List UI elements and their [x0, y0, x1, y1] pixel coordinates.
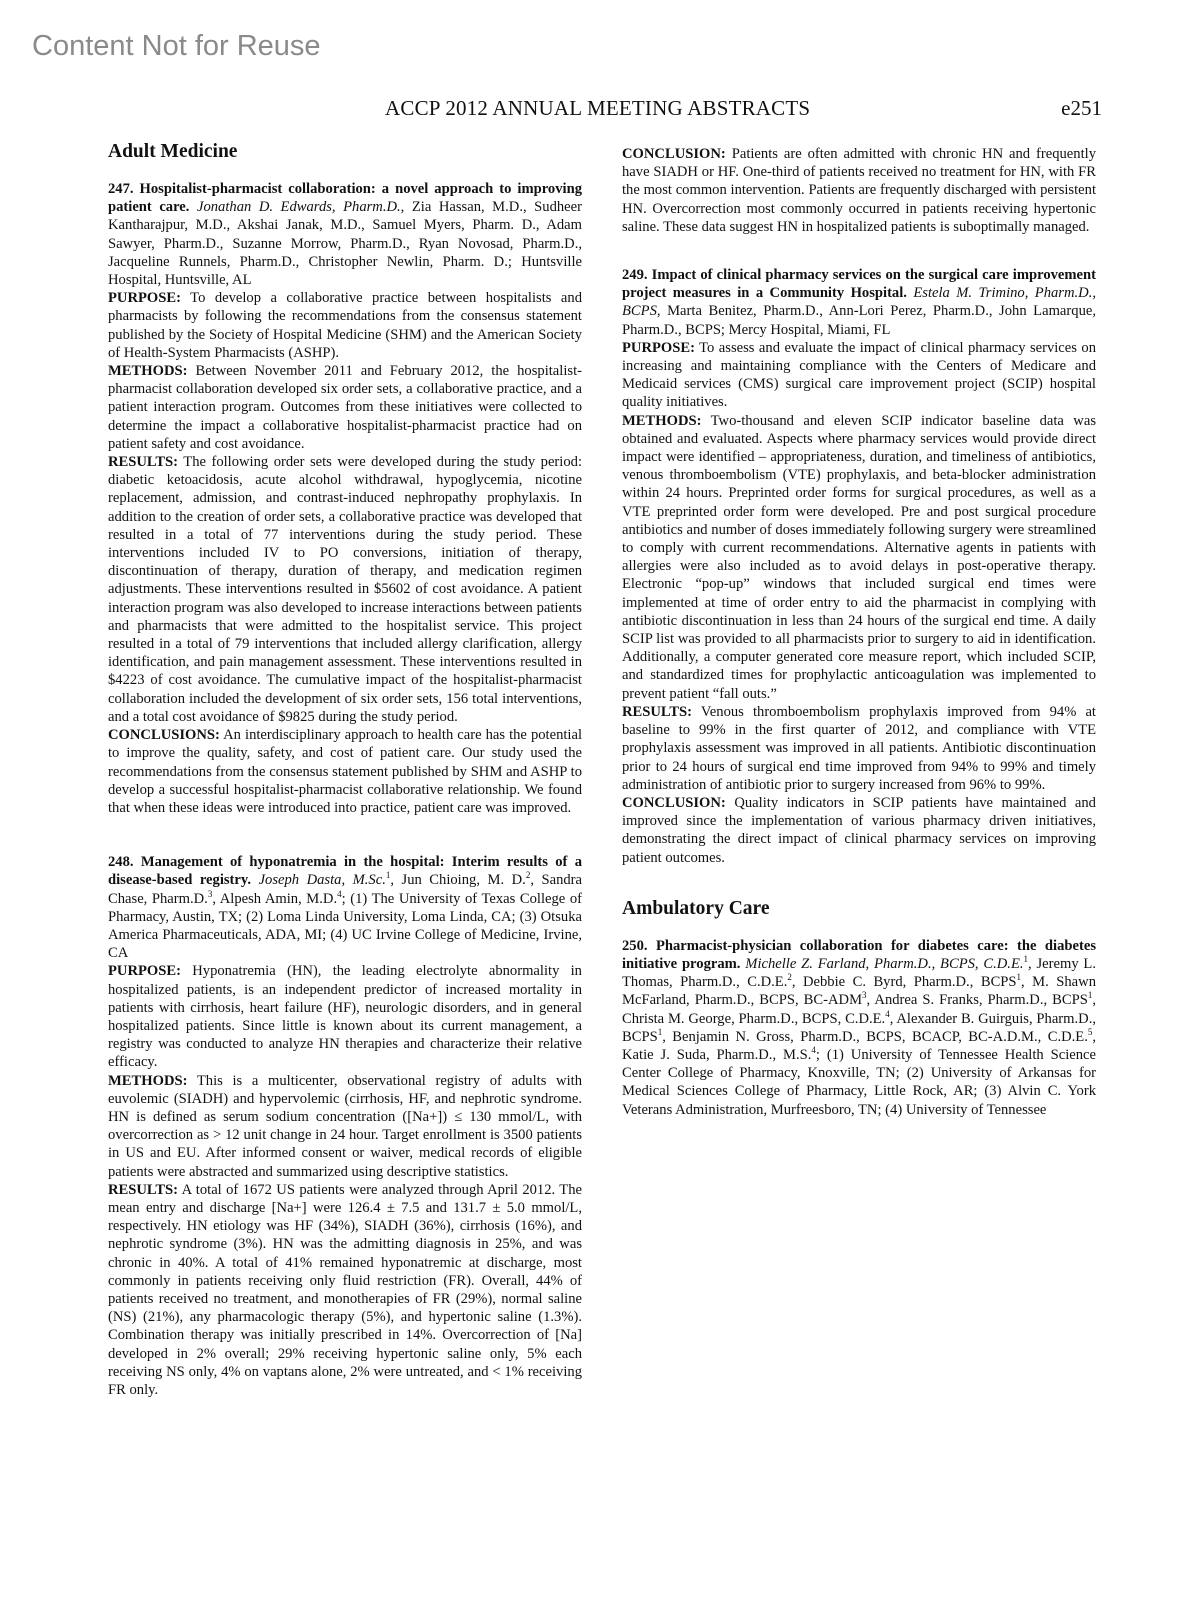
methods-label: METHODS: [108, 1072, 188, 1089]
conclusion-text: Quality indicators in SCIP patients have maintained and improved since the implementation of various pharmacy driven initiatives, demonstrating the direct impact of clinical pharmacy services on improving patient outcomes. [622, 794, 1096, 866]
affiliation-marker: 5 [1087, 1026, 1093, 1037]
methods-text: Between November 2011 and February 2012, the hospitalist-pharmacist collaboration developed six order sets, a collaborative practice, and a patient interaction program. Outcomes from these initiatives were collected to determine the impact a collaborative hospitalist-pharmacist practice had on patient safety and cost avoidance. [108, 363, 582, 452]
section-title-adult-medicine: Adult Medicine [108, 141, 238, 162]
co-author: , Alpesh Amin, M.D. [212, 890, 338, 907]
abstract-249 [622, 266, 1096, 867]
abstract-title: 248. Management of hyponatremia in the hospital: Interim results of a disease-based registry. [108, 854, 582, 889]
abstract-title: 250. Pharmacist-physician collaboration for diabetes care: the diabetes initiative program. [622, 937, 1096, 972]
results-paragraph [108, 453, 582, 726]
presenting-author: Joseph Dasta, M.Sc. [258, 872, 386, 889]
abstract-247 [108, 180, 582, 817]
purpose-label: PURPOSE: [108, 290, 181, 307]
abstract-248-continued [622, 145, 1096, 236]
methods-text: This is a multicenter, observational registry of adults with euvolemic (SIADH) and hypervolemic (cirrhosis, HF, and nephrotic syndrome. HN is defined as serum sodium concentration ([Na+]) ≤ 130 mmol/L, with overcorrection as > 12 unit change in 24 hour. Target enrollment is 3500 patients in US and EU. After informed consent or waiver, medical records of eligible patients were abstracted and summarized using descriptive statistics. [108, 1072, 582, 1180]
methods-paragraph [622, 412, 1096, 703]
right-column [622, 145, 1096, 1155]
affiliation-marker: 1 [1023, 954, 1029, 965]
co-author: , Jun Chioing, M. D. [390, 872, 526, 889]
co-author: , Andrea S. Franks, Pharm.D., BCPS [866, 992, 1088, 1009]
abstract-header [622, 937, 1096, 1119]
conclusion-paragraph [622, 145, 1096, 236]
presenting-author: Estela M. Trimino, Pharm.D., BCPS [622, 285, 1096, 320]
abstract-title: 247. Hospitalist-pharmacist collaboration: a novel approach to improving patient care. [108, 181, 582, 216]
co-author: , Benjamin N. Gross, Pharm.D., BCPS, BCACP, BC-A.D.M., C.D.E. [662, 1028, 1088, 1045]
purpose-label: PURPOSE: [622, 339, 695, 356]
purpose-text: To assess and evaluate the impact of clinical pharmacy services on increasing and maintaining compliance with the Centers of Medicare and Medicaid services (CMS) surgical care improvement project (SCIP) hospital quality initiatives. [622, 339, 1096, 411]
co-author: , Christa M. George, Pharm.D., BCPS, C.D.E. [622, 992, 1096, 1027]
methods-text: Two-thousand and eleven SCIP indicator baseline data was obtained and evaluated. Aspects where pharmacy services would provide direct impact were identified – appropriateness, duration, and timeliness of antibiotics, venous thromboembolism (VTE) prophylaxis, and beta-blocker administration within 24 hours. Preprinted order forms for surgical procedures, as well as a VTE preprinted order form were developed. Pre and post surgical procedure antibiotics and number of doses immediately following surgery were streamlined to comply with current recommendations. Alternative agents in patients with allergies were also included as to avoid delays in post-operative therapy. Electronic “pop-up” windows that included surgical end times were implemented at time of order entry to aid the pharmacist in complying with antibiotic discontinuation in less than 24 hours of the surgical end time. A daily SCIP list was provided to all pharmacists prior to surgery to aid in identification. Additionally, a computer generated core measure report, which included SCIP, and standardized times for prophylactic anticoagulation was implemented to prevent patient “fall outs.” [622, 412, 1097, 702]
affiliation-marker: 4 [885, 1008, 890, 1019]
results-label: RESULTS: [108, 1181, 179, 1198]
affiliations: ; (1) University of Tennessee Health Science Center College of Pharmacy, Knoxville, TN; (2) University of Arkansas for Medical Sciences College of Pharmacy, Little Rock, AR; (3) Alvin C. York Veterans Administration, Murfreesboro, TN; (4) University of Tennessee [622, 1046, 1096, 1118]
conclusions-label: CONCLUSIONS: [108, 727, 220, 744]
abstract-248 [108, 853, 582, 1399]
watermark: Content Not for Reuse [32, 30, 321, 62]
purpose-label: PURPOSE: [108, 963, 181, 980]
purpose-text: To develop a collaborative practice between hospitalists and pharmacists by following the recommendations from the consensus statement published by the Society of Hospital Medicine (SHM) and the American Society of Health-System Pharmacists (ASHP). [108, 290, 582, 361]
affiliation-marker: 1 [1016, 972, 1022, 983]
co-author: , Katie J. Suda, Pharm.D., M.S. [622, 1028, 1096, 1063]
presenting-author: Jonathan D. Edwards, Pharm.D. [196, 199, 401, 216]
co-author: , Alexander B. Guirguis, Pharm.D., BCPS [622, 1010, 1096, 1045]
page-number: e251 [1061, 96, 1102, 120]
section-title-ambulatory-care: Ambulatory Care [622, 897, 770, 919]
methods-paragraph [108, 1072, 582, 1181]
affiliation-marker: 3 [862, 990, 867, 1001]
affiliation-marker: 2 [787, 972, 792, 983]
purpose-paragraph [108, 962, 582, 1071]
conclusion-paragraph [622, 794, 1096, 867]
results-text-continued: A total of 1672 US patients were analyzed through April 2012. The mean entry and discharge [Na+] were 126.4 ± 7.5 and 131.7 ± 5.0 mmol/L, respectively. HN etiology was HF (34%), SIADH (36%), cirrhosis (16%), and nephrotic syndrome (3%). HN was the admitting diagnosis in 25%, and was chronic in 40%. A total of 41% remained hyponatremic at discharge, most commonly in patients receiving only fluid restriction (FR). Overall, 44% of patients received no treatment, and monotherapies of FR (29%), normal saline (NS) (21%), any pharmacologic therapy (5%), and hypertonic saline (1.3%). Combination therapy was initially prescribed in 14%. Overcorrection of [Na] developed in 2% overall; 29% receiving hypertonic saline only, 5% each receiving NS only, 4% on vaptans alone, 2% were untreated, and < 1% receiving FR only. [108, 1181, 582, 1398]
affiliation-marker: 1 [657, 1026, 663, 1037]
affiliation-marker: 1 [385, 870, 391, 881]
abstract-250 [622, 937, 1096, 1119]
results-label: RESULTS: [622, 703, 693, 720]
affiliation-marker: 4 [811, 1045, 816, 1056]
abstract-title: 249. Impact of clinical pharmacy services on the surgical care improvement project measures in a Community Hospital. [622, 267, 1096, 302]
co-author: , Debbie C. Byrd, Pharm.D., BCPS [791, 974, 1017, 991]
running-head: ACCP 2012 ANNUAL MEETING ABSTRACTS [385, 96, 811, 120]
co-author: , Jeremy L. Thomas, Pharm.D., C.D.E. [622, 955, 1096, 991]
affiliation-marker: 2 [525, 870, 531, 881]
results-paragraph [622, 703, 1096, 794]
affiliation-marker: 4 [337, 888, 342, 899]
conclusions-paragraph [108, 726, 582, 817]
methods-paragraph [108, 362, 582, 453]
conclusion-text: Patients are often admitted with chronic HN and frequently have SIADH or HF. One-third of patients received no treatment for HN, with FR the most common intervention. Patients are frequently discharged with persistent HN. Overcorrection most commonly occurred in patients receiving hypertonic saline. These data suggest HN in hospitalized patients is suboptimally managed. [622, 146, 1096, 235]
results-paragraph [108, 1181, 582, 1399]
methods-label: METHODS: [622, 412, 702, 429]
purpose-paragraph [108, 289, 582, 362]
abstract-header [622, 266, 1096, 339]
abstract-header [108, 180, 582, 289]
left-column [108, 138, 582, 1435]
results-text: The following order sets were developed during the study period: diabetic ketoacidosis, acute alcohol withdrawal, hypoglycemia, nicotine replacement, admission, and contrast-induced nephropathy prophylaxis. In addition to the creation of order sets, a collaborative practice was developed that resulted in a total of 77 interventions during the study period. These interventions included IV to PO conversions, initiation of therapy, discontinuation of therapy, duration of therapy, and medication regimen adjustments. These interventions resulted in $5602 of cost avoidance. A patient interaction program was also developed to increase interactions between patients and pharmacists that were admitted to the hospitalist service. This project resulted in a total of 79 interventions that included allergy clarification, allergy identification, and pain management assessment. These interventions resulted in $4223 of cost avoidance. The cumulative impact of the hospitalist-pharmacist collaboration included the development of six order sets, 156 total interventions, and a total cost avoidance of $9825 during the study period. [108, 454, 582, 725]
affiliations: ; (1) The University of Texas College of Pharmacy, Austin, TX; (2) Loma Linda University, Loma Linda, CA; (3) Otsuka America Pharmaceuticals, ADA, MI; (4) UC Irvine College of Medicine, Irvine, CA [108, 890, 582, 962]
co-author: , M. Shawn McFarland, Pharm.D., BCPS, BC-ADM [622, 974, 1096, 1009]
co-authors: , Marta Benitez, Pharm.D., Ann-Lori Perez, Pharm.D., John Lamarque, Pharm.D., BCPS; Mercy Hospital, Miami, FL [622, 303, 1096, 338]
results-text: Venous thromboembolism prophylaxis improved from 94% at baseline to 99% in the first quarter of 2012, and compliance with VTE prophylaxis assessment was improved in all patients. Antibiotic discontinuation prior to 24 hours of surgical end time improved from 94% to 99% and timely administration of antibiotic prior to surgery increased from 96% to 99%. [622, 703, 1096, 793]
presenting-author: Michelle Z. Farland, Pharm.D., BCPS, C.D.E. [745, 955, 1024, 972]
affiliation-marker: 3 [207, 888, 213, 899]
abstract-header [108, 853, 582, 962]
affiliation-marker: 1 [1087, 990, 1093, 1001]
purpose-paragraph [622, 339, 1096, 412]
methods-label: METHODS: [108, 363, 188, 380]
conclusion-label: CONCLUSION: [622, 794, 726, 811]
conclusion-label: CONCLUSION: [622, 146, 726, 162]
conclusions-text: An interdisciplinary approach to health care has the potential to improve the quality, safety, and cost of patient care. Our study used the recommendations from the consensus statement published by SHM and ASHP to develop a successful hospitalist-pharmacist collaborative relationship. We found that when these ideas were introduced into practice, patient care was improved. [108, 727, 583, 816]
results-label: RESULTS: [108, 454, 179, 471]
co-author: , Sandra Chase, Pharm.D. [108, 872, 582, 907]
co-authors: , Zia Hassan, M.D., Sudheer Kantharajpur, M.D., Akshai Janak, M.D., Samuel Myers, Pharm. D., Adam Sawyer, Pharm.D., Suzanne Morrow, Pharm.D., Ryan Novosad, Pharm.D., Jacqueline Runnels, Pharm.D., Christopher Newlin, Pharm. D.; Huntsville Hospital, Huntsville, AL [108, 199, 582, 289]
purpose-text: Hyponatremia (HN), the leading electrolyte abnormality in hospitalized patients, is an independent predictor of increased mortality in patients with cirrhosis, heart failure (HF), neurologic disorders, and in general hospitalized patients. Since little is known about its current management, a registry was conducted to analyze HN therapies and characterize their relative efficacy. [108, 963, 582, 1071]
